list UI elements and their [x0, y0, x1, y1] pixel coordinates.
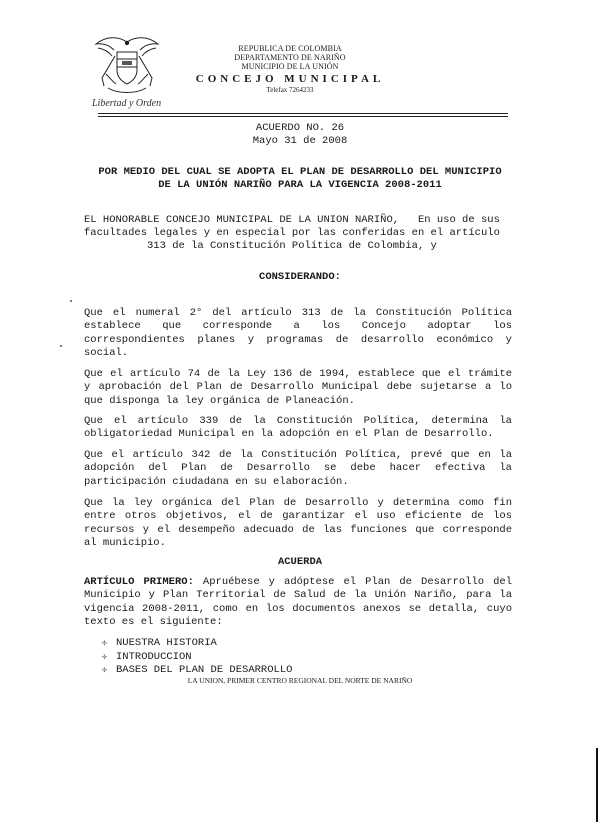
preamble-line-2: facultades legales y en especial por las conferidas en el artículo — [84, 227, 500, 239]
header-rule-top — [98, 113, 508, 114]
header-municipality: MUNICIPIO DE LA UNIÓN — [241, 62, 339, 71]
motto: Libertad y Orden — [92, 98, 162, 109]
document-title-line-2: DE LA UNIÓN NARIÑO PARA LA VIGENCIA 2008-2011 — [158, 179, 442, 191]
consideration-paragraph: Que el artículo 342 de la Constitución Política, prevé que en la adopción del Plan de Desarrollo se debe hacer efectiva la participación ciudadana en su elaboración. — [84, 449, 512, 488]
bullet-icon: ✣ — [102, 666, 107, 676]
scan-speck — [60, 345, 62, 347]
letterhead — [190, 44, 390, 95]
article-first — [84, 576, 512, 630]
scan-edge-mark — [596, 748, 598, 822]
acuerda-heading: ACUERDA — [277, 556, 323, 568]
article-first-text: Apruébese y adóptese el Plan de Desarrollo del Municipio y Plan Territorial de Salud de la Unión Nariño, para la vigencia 2008-2011, como en los documentos anexos se detalla, cuyo texto es el siguiente: — [84, 576, 512, 629]
consideration-paragraph: Que el numeral 2° del artículo 313 de la Constitución Política establece que corresponde a los Concejo adoptar los correspondientes planes y programas de desarrollo económico y social. — [84, 307, 512, 360]
header-department: DEPARTAMENTO DE NARIÑO — [234, 53, 346, 62]
preamble-line-3: 313 de la Constitución Política de Colombia, y — [147, 240, 437, 252]
header-council-name: CONCEJO MUNICIPAL — [195, 73, 385, 85]
bullet-icon: ✣ — [102, 652, 107, 662]
coat-of-arms-icon — [88, 34, 166, 100]
consideration-paragraph: Que el artículo 339 de la Constitución Política, determina la obligatoriedad Municipal en la adopción en el Plan de Desarrollo. — [84, 415, 512, 441]
considerando-heading: CONSIDERANDO: — [259, 271, 341, 283]
preamble-line-1: EL HONORABLE CONCEJO MUNICIPAL DE LA UNION NARIÑO, En uso de sus — [84, 214, 500, 226]
list-item — [102, 637, 292, 651]
bullet-icon: ✣ — [102, 639, 107, 648]
scan-speck — [70, 300, 72, 302]
agreement-number: ACUERDO NO. 26 — [255, 122, 345, 134]
list-item-label: INTRODUCCION — [116, 650, 192, 663]
header-phone: Telefax 7264233 — [266, 86, 314, 94]
list-item — [102, 651, 292, 665]
annex-list — [102, 637, 292, 678]
list-item-label: BASES DEL PLAN DE DESARROLLO — [116, 664, 293, 677]
agreement-date: Mayo 31 de 2008 — [252, 135, 348, 147]
consideration-paragraph: Que el artículo 74 de la Ley 136 de 1994, establece que el trámite y aprobación del Plan de Desarrollo Municipal debe sujetarse a lo que disponga la ley orgánica de Planeación. — [84, 368, 512, 407]
header-rule-bottom — [98, 116, 508, 117]
list-item-label: NUESTRA HISTORIA — [116, 637, 217, 649]
page-footer: LA UNION, PRIMER CENTRO REGIONAL DEL NORTE DE NARIÑO — [187, 676, 413, 685]
consideration-paragraph: Que la ley orgánica del Plan de Desarrollo y determina como fin entre otros objetivos, el de garantizar el uso eficiente de los recursos y el desempeño adecuado de las funciones que corresponde al municipio. — [84, 497, 512, 550]
document-title-line-1: POR MEDIO DEL CUAL SE ADOPTA EL PLAN DE DESARROLLO DEL MUNICIPIO — [98, 166, 502, 178]
header-country: REPUBLICA DE COLOMBIA — [238, 44, 342, 53]
article-first-label: ARTÍCULO PRIMERO: — [84, 576, 194, 588]
